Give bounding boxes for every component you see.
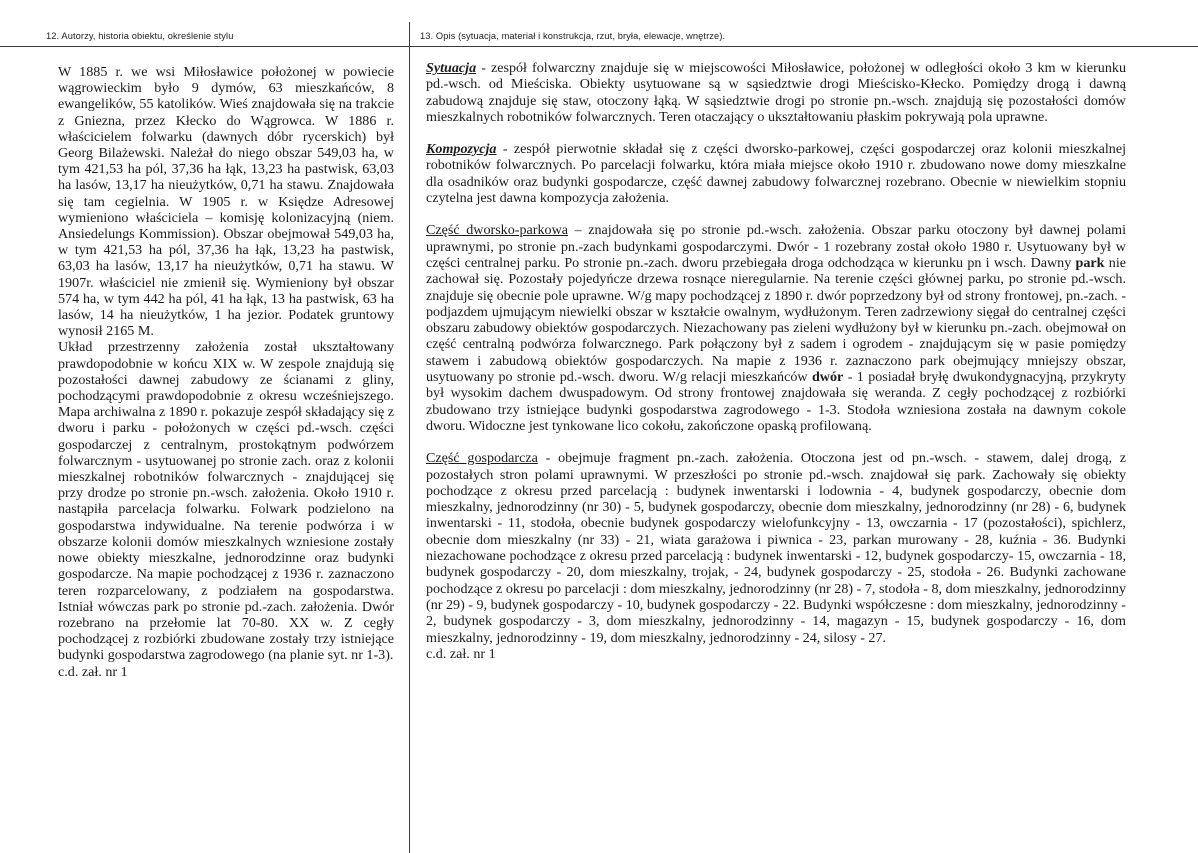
- gospodarcza-paragraph: [426, 450, 1126, 646]
- gospodarcza-heading: Część gospodarcza: [426, 450, 538, 467]
- kompozycja-text: - zespół pierwotnie składał się z części dworsko-parkowej, części gospodarczej oraz kolonii mieszkalnej robotników folwarcznych. Po parcelacji folwarku, która miała miejsce około 1910 r. zbudowano nowe domy mieszkalne dla osadników oraz budynki gospodarcze, część dawnej zabudowy folwarcznej rozebrano. Obecnie w niewielkim stopniu czytelna jest dawna kompozycja założenia.: [426, 141, 1126, 207]
- sytuacja-text: - zespół folwarczny znajduje się w miejscowości Miłosławice, położonej w odległości około 3 km w kierunku pd.-wsch. od Mieściska. Obiekty usytuowane są w sąsiedztwie drogi Mieścisko-Kłecko. Pomiędzy drogą i dawną zabudową znajduje się staw, otoczony łąką. W sąsiedztwie drogi po stronie pn.-wsch. znajdują się pozostałości domów mieszkalnych robotników folwarcznych. Teren otaczający o ukształtowaniu płaskim pokrywają pola uprawne.: [426, 60, 1126, 125]
- kompozycja-paragraph: [426, 141, 1126, 206]
- history-signoff: c.d. zał. nr 1: [58, 663, 128, 680]
- header-divider: [0, 46, 1198, 47]
- history-paragraph-1: W 1885 r. we wsi Miłosławice położonej w powiecie wągrowieckim było 9 dymów, 63 mieszkańców, 8 ewangelików, 55 katolików. Wieś znajdowała się na trakcie z Gniezna, przez Kłecko do Wągrowca. W 1886 r. właścicielem folwarku (dawnych dóbr rycerskich) był Georg Bilażewski. Należał do niego obszar 549,03 ha, w tym 421,53 ha pól, 37,36 ha łąk, 13,23 ha pastwisk, 63,03 ha lasów, 13,17 ha nieużytków, 0,71 ha stawu. Znajdowała się tam cegielnia. W 1905 r. w Księdze Adresowej wymieniono właściciela – komisję kolonizacyjną (niem. Ansiedelungs Kommission). Obszar obejmował 549,03 ha, w tym 421,53 ha pól, 37,36 ha łąk, 13,23 ha pastwisk, 63,03 ha lasów, 13,17 ha nieużytków, 0,71 ha stawu. W 1907r. właściciel nie zmienił się. Wymieniony był obszar 574 ha, w tym 442 ha pól, 41 ha łąk, 13 ha pastwisk, 63 ha lasów, 14 ha nieużytków, 1 ha jezior. Podatek gruntowy wynosił 2165 M.: [58, 64, 394, 340]
- gospodarcza-text: - obejmuje fragment pn.-zach. założenia. Otoczona jest od pn.-wsch. - stawem, dalej drogą, z pozostałych stron polami uprawnymi. W przeszłości po stronie pd.-wsch. znajdował się park. Zachowały się obiekty pochodzące z okresu przed parcelacją : budynek inwentarski i lodownia - 4, budynek gospodarczy, obecnie dom mieszkalny, jednorodzinny (nr 30) - 5, budynek gospodarczy, obecnie dom mieszkalny, jednorodzinny (nr 28) - 6, budynek inwentarski - 11, stodoła, obecnie budynek gospodarczy wielofunkcyjny - 13, owczarnia - 17 (pozostałości), spichlerz, obecnie dom mieszkalny (nr 33) - 21, wiata garażowa i piwnica - 23, parkan murowany - 28, kuźnia - 36. Budynki niezachowane pochodzące z okresu przed parcelacją : budynek inwentarski - 12, budynek gospodarczy- 15, owczarnia - 18, budynek gospodarczy - 20, dom mieszkalny, trojak, - 24, budynek gospodarczy - 25, stodoła - 26. Budynki zachowane pochodzące z okresu po parcelacji : dom mieszkalny, jednorodzinny (nr 28) - 7, stodoła - 8, dom mieszkalny, jednorodzinny (nr 29) - 9, budynek gospodarczy - 10, budynek gospodarczy - 22. Budynki współczesne : dom mieszkalny, jednorodzinny - 2, budynek gospodarczy - 3, dom mieszkalny, jednorodzinny - 14, magazyn - 15, budynek gospodarczy - 16, dom mieszkalny, jednorodzinny - 19, dom mieszkalny, jednorodzinny - 24, silosy - 27.: [426, 450, 1127, 646]
- description-column: [426, 60, 1126, 662]
- dworsko-bold-dwor: dwór: [811, 369, 844, 386]
- kompozycja-heading: Kompozycja: [426, 141, 497, 158]
- dworsko-heading: Część dworsko-parkowa: [426, 222, 568, 239]
- history-paragraph-2: Układ przestrzenny założenia został ukształtowany prawdopodobnie w końcu XIX w. W zespole znajdują się pozostałości dawnej zabudowy ze ścianami z gliny, pochodzącymi prawdopodobnie z okresu wcześniejszego. Mapa archiwalna z 1890 r. pokazuje zespół składający się z dworu i parku - położonych w części pd.-wsch. części gospodarczej z centralnym, prostokątnym podwórzem folwarcznym - usytuowanej po stronie zach. oraz z kolonii mieszkalnej robotników folwarcznych - znajdującej się przy drodze po stronie pn.-wsch. założenia. Około 1910 r. nastąpiła parcelacja folwarku. Folwark podzielono na gospodarstwa indywidualne. Na terenie podwórza i w obszarze kolonii domów mieszkalnych wzniesione zostały nowe obiekty mieszkalne, jednorodzinne oraz budynki gospodarcze. Na mapie pochodzącej z 1936 r. zaznaczono teren rozparcelowany, z podziałem na gospodarstwa. Istniał wówczas park po stronie pd.-zach. założenia. Dwór rozebrano na przełomie lat 70-80. XX w. Z cegły pochodzącej z rozbiórki zbudowane zostały trzy istniejące budynki gospodarstwa zagrodowego (na planie syt. nr 1-3).: [58, 339, 394, 664]
- sytuacja-paragraph: [426, 60, 1126, 125]
- dworsko-text-a: – znajdowała się po stronie pd.-wsch. założenia. Obszar parku otoczony był dawnej polami uprawnymi, po stronie pn.-zach budynkami gospodarczymi. Dwór - 1 rozebrany został około 1980 r. Usytuowany był w części centralnej parku. Po stronie pn.-zach. dworu przebiegała droga odchodząca w kierunku pn i wsch. Dawny: [426, 222, 1126, 271]
- history-column: [58, 64, 394, 680]
- description-signoff: c.d. zał. nr 1: [426, 645, 496, 662]
- left-section-header: 12. Autorzy, historia obiektu, określenie stylu: [46, 31, 234, 41]
- right-section-header: 13. Opis (sytuacja, materiał i konstrukcja, rzut, bryła, elewacje, wnętrze).: [420, 31, 726, 41]
- dworsko-bold-park: park: [1075, 254, 1105, 271]
- dworsko-paragraph: [426, 222, 1126, 434]
- dworsko-text-b: nie zachował się. Pozostały pojedyńcze drzewa rosnące nieregularnie. Na terenie części głównej parku, po stronie pd.-wsch. znajduje się obecnie pole uprawne. W/g mapy pochodzącej z 1890 r. dwór poprzedzony był od strony frontowej, pn.-zach. - podjazdem ujmującym niewielki obszar w kształcie owalnym, wydłużonym. Teren zadrzewiony sięgał do centralnej części obszaru zabudowy obiektów gospodarczych. Niezachowany pas zieleni wydłużony był w kierunku pn.-zach. obejmował on część centralną podwórza folwarcznego. Park połączony był z sadem i ogrodem - znajdującym się w pasie pomiędzy stawem i zabudową obiektów gospodarczych. Na mapie z 1936 r. zaznaczono park obejmujący mniejszy obszar, usytuowany po stronie pd.-wsch. dworu. W/g relacji mieszkańców: [426, 254, 1126, 386]
- column-divider: [409, 22, 410, 853]
- dworsko-text-c: - 1 posiadał bryłę dwukondygnacyjną, przykryty był wysokim dachem dwuspadowym. Od strony frontowej znajdowała się weranda. Z cegły pochodzącej z rozbiórki zbudowano trzy istniejące budynki gospodarstwa zagrodowego - 1-3. Stodoła wzniesiona została na dawnym cokole dworu. Widoczne jest tynkowane lico cokołu, zakończone opaską profilowaną.: [426, 369, 1127, 434]
- sytuacja-heading: Sytuacja: [426, 60, 477, 76]
